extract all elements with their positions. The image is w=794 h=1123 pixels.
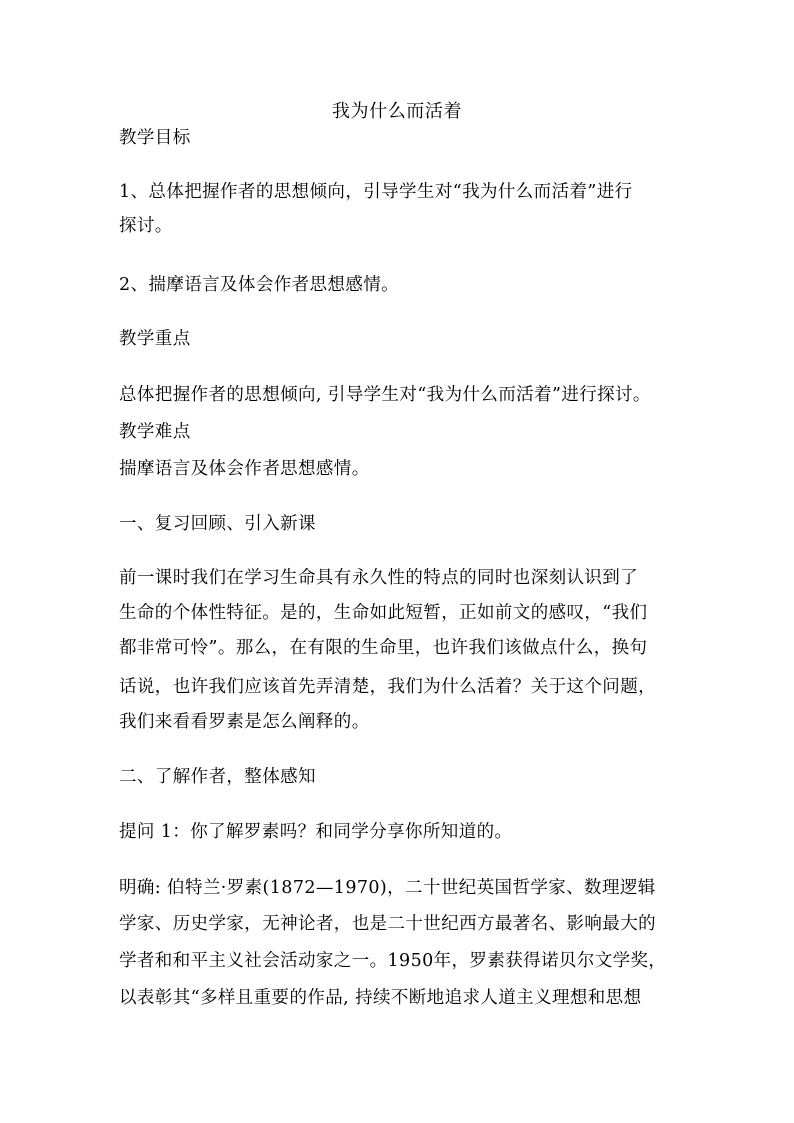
paragraph-line: 学家、历史学家，无神论者，也是二十世纪西方最著名、影响最大的 — [119, 914, 656, 934]
paragraph-line: 生命的个体性特征。是的，生命如此短暂，正如前文的感叹，“我们 — [119, 603, 648, 623]
paragraph-line: 明确: 伯特兰·罗素(1872—1970)，二十世纪英国哲学家、数理逻辑 — [119, 878, 656, 898]
paragraph-line: 探讨。 — [119, 216, 173, 236]
section-heading-author: 二、了解作者，整体感知 — [119, 767, 316, 787]
section-heading-review: 一、复习回顾、引入新课 — [119, 514, 316, 534]
heading-teaching-difficulty: 教学难点 — [119, 422, 191, 442]
paragraph-line: 都非常可怜”。那么，在有限的生命里，也许我们该做点什么，换句 — [119, 638, 648, 658]
document-title: 我为什么而活着 — [331, 101, 463, 122]
paragraph-line: 总体把握作者的思想倾向, 引导学生对“我为什么而活着”进行探讨。 — [119, 385, 651, 405]
paragraph-line: 2、揣摩语言及体会作者思想感情。 — [119, 275, 400, 295]
heading-teaching-focus: 教学重点 — [119, 329, 191, 349]
paragraph-line: 以表彰其“多样且重要的作品, 持续不断地追求人道主义理想和思想 — [119, 988, 642, 1008]
paragraph-line: 揣摩语言及体会作者思想感情。 — [119, 459, 370, 479]
paragraph-line: 学者和和平主义社会活动家之一。1950年，罗素获得诺贝尔文学奖， — [119, 951, 667, 971]
paragraph-line: 1、总体把握作者的思想倾向，引导学生对“我为什么而活着”进行 — [119, 182, 633, 202]
heading-teaching-objectives: 教学目标 — [119, 128, 191, 148]
paragraph-line: 前一课时我们在学习生命具有永久性的特点的同时也深刻认识到了 — [119, 568, 639, 588]
paragraph-line: 话说，也许我们应该首先弄清楚，我们为什么活着？关于这个问题， — [119, 677, 656, 697]
question-line: 提问 1：你了解罗素吗？和同学分享你所知道的。 — [119, 822, 513, 842]
paragraph-line: 我们来看看罗素是怎么阐释的。 — [119, 712, 370, 732]
